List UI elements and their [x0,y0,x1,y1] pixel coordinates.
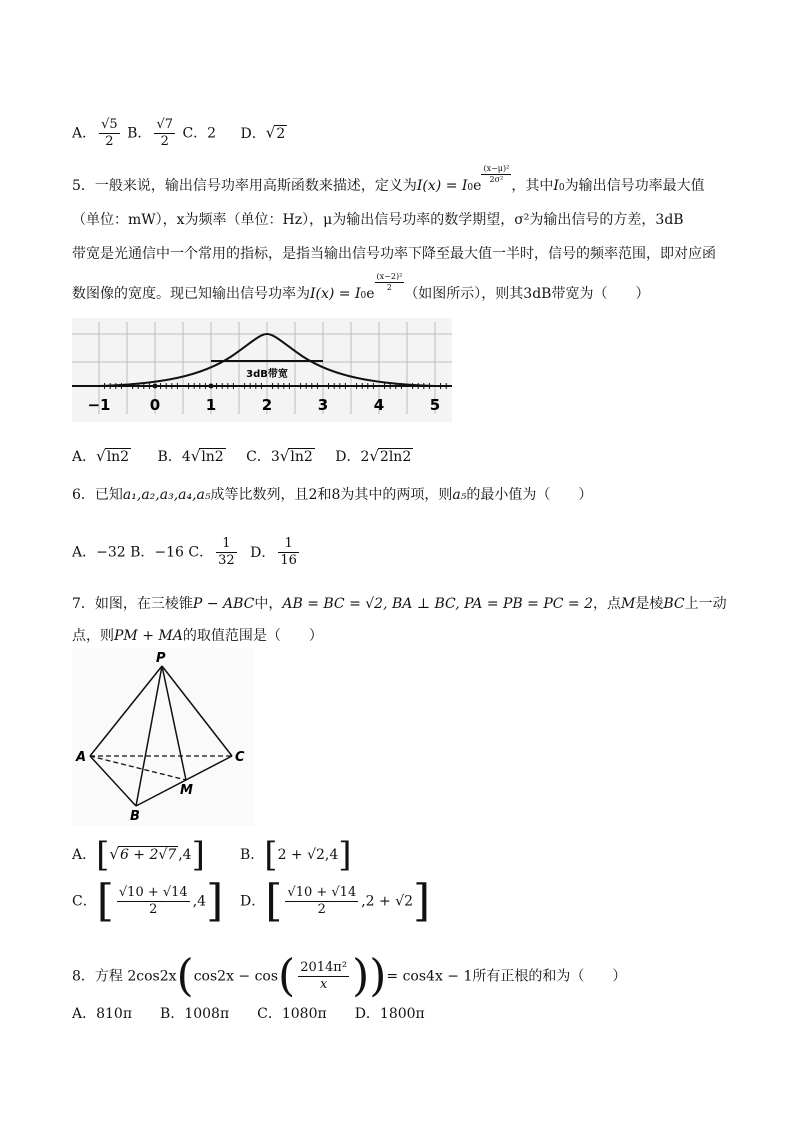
tick-label: 5 [429,396,441,414]
option-c-label: C．2 [182,125,217,142]
tick-dot-1 [209,384,214,389]
tick-label: 1 [205,396,217,414]
vertex-label-p: P [156,651,166,666]
tick-label: 3 [317,396,329,414]
vertex-label-c: C [235,750,245,765]
gaussian-figure [72,318,452,422]
option-a-label: A． [72,125,97,142]
prev-options-row [72,117,287,150]
q7-line1: 7．如图，在三棱锥P − ABC中，AB = BC = √2, BA ⊥ BC, PA = PB = PC = 2，点M是棱BC上一动 [72,596,727,612]
q7-option-b: B．[2 + √2,4] [240,835,352,875]
q5-exponent2: $\frac{\text{(x−2)²}}{2}$ [376,272,403,292]
q7-line2: 点，则PM + MA的取值范围是（ ） [72,628,323,644]
option-d-label: D． [240,125,266,142]
vertex-label-b: B [130,809,140,824]
option-a-fraction: $\frac{√5}{2}$ [101,117,118,149]
tick-label: 4 [373,396,385,414]
q5-exponent1: $\frac{\text{(x−μ)²}}{\text{2σ²}}$ [483,164,510,184]
tick-label: 0 [149,396,161,414]
q8-options: A．810π B．1008π C．1080π D．1800π [72,1006,425,1022]
q5-line3: 带宽是光通信中一个常用的指标，是指当输出信号功率下降至最大值一半时，信号的频率范围，即对应函 [72,246,716,262]
vertex-label-a: A [76,750,87,765]
q6-stem: 6．已知a₁,a₂,a₃,a₄,a₅成等比数列，且2和8为其中的两项，则a₅的最小值为（ ） [72,487,593,503]
sqrt-sign: √ [265,123,276,142]
q7-option-c: C．[ $\frac{√10 + √14}{2}$ ,4] [72,875,224,927]
q5-line1: 5．一般来说，输出信号功率用高斯函数来描述，定义为I(x) = I0e $\frac{\text{(x−μ)²}}{\text{2σ²}}$ ，其中I0为输出信号功率最大值 [72,164,705,194]
tick-label: −1 [87,396,111,414]
q5-line4: 数图像的宽度。现已知输出信号功率为I(x) = I0e $\frac{\text{(x−2)²}}{2}$ （如图所示），则其3dB带宽为（ ） [72,272,650,302]
q7-option-a: A．[√6 + 2√7 ,4] [72,835,205,875]
q7-option-d: D．[ $\frac{√10 + √14}{2}$ ,2 + √2] [240,875,431,927]
bandwidth-label: 3dB带宽 [246,369,288,380]
q5-options: A．√ln2 B．4√ln2 C．3√ln2 D．2√2ln2 [72,447,412,465]
option-b-fraction: $\frac{√7}{2}$ [156,117,173,149]
vertex-label-m: M [180,783,193,798]
option-d-value: 2 [276,125,286,142]
option-b-label: B． [127,125,152,142]
origin-dot [153,384,158,389]
q8-stem: 8．方程 2cos2x(cos2x − cos( $\frac{\text{2014π²}}{x}$ ))= cos4x − 1所有正根的和为（ ） [72,950,627,1002]
q5-line2: （单位：mW），x为频率（单位：Hz），μ为输出信号功率的数学期望，σ²为输出信号的方差，3dB [72,212,684,228]
tick-label: 2 [261,396,273,414]
q6-options: A．−32 B．−16 C． $\frac{1}{32}$ D． $\frac{1}{16}$ [72,536,297,568]
pyramid-figure [72,648,254,826]
